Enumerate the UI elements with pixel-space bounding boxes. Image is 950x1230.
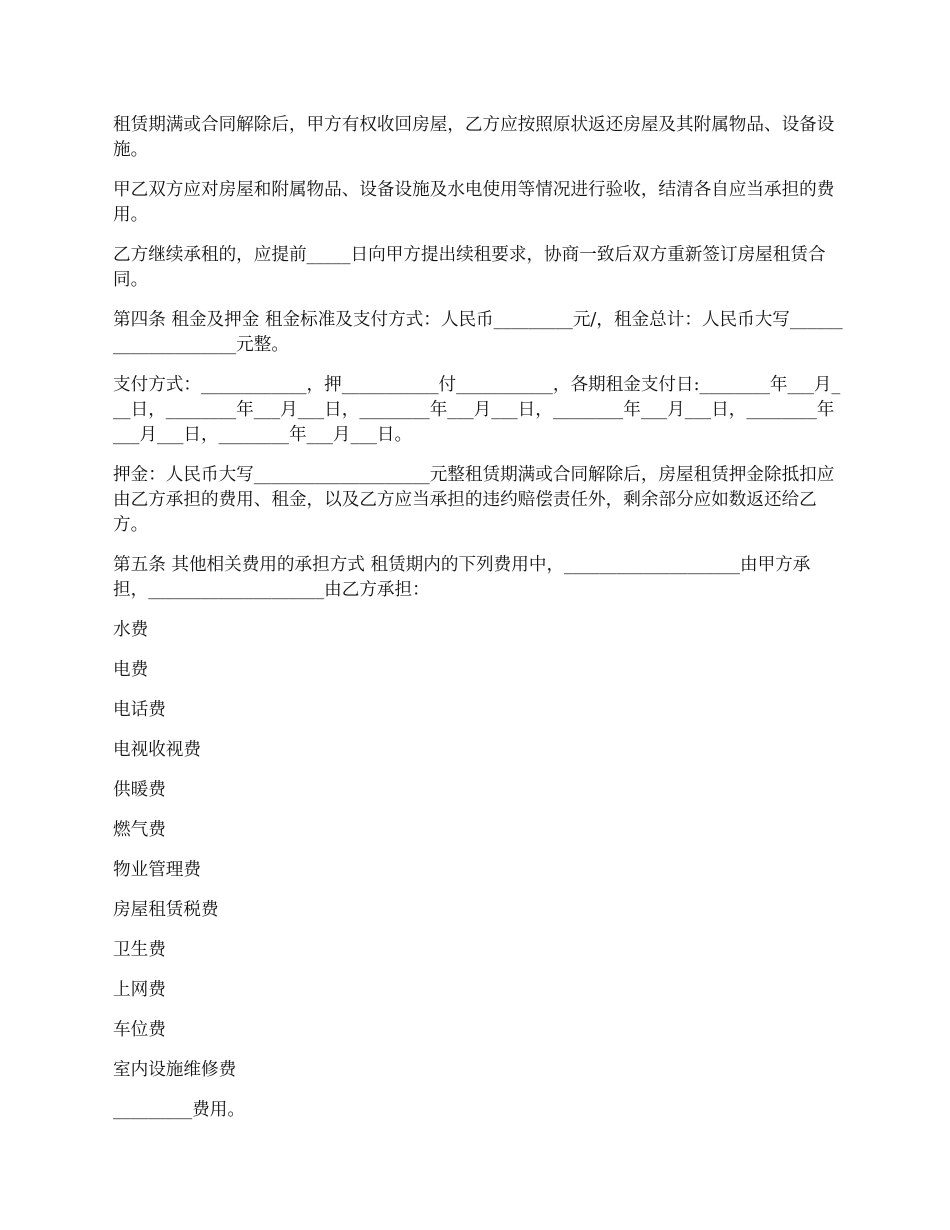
paragraph-renewal: 乙方继续承租的，应提前_____日向甲方提出续租要求，协商一致后双方重新签订房屋租赁合同。 (113, 245, 826, 290)
paragraph-deposit: 押金：人民币大写____________________元整租赁期满或合同解除后，房屋租赁押金除抵扣应由乙方承担的费用、租金，以及乙方应当承担的违约赔偿责任外，剩余部分应如数返还给乙方。 (113, 465, 835, 535)
fee-item: 电费 (113, 660, 149, 680)
fee-item: 电视收视费 (113, 740, 201, 760)
fee-item: 物业管理费 (113, 860, 201, 880)
fee-item: 卫生费 (113, 940, 166, 960)
paragraph-return-premises: 租赁期满或合同解除后，甲方有权收回房屋，乙方应按照原状返还房屋及其附属物品、设备设施。 (113, 115, 835, 160)
fee-item: 水费 (113, 620, 149, 640)
paragraph-payment-method: 支付方式：____________，押___________付___________，各期租金支付日:________年___月___日，________年___月___日，________年___月___日，________年___月___日，________年___月___日，________年___月___日。 (113, 375, 841, 445)
fee-item: 燃气费 (113, 820, 166, 840)
fee-item: 室内设施维修费 (113, 1060, 237, 1080)
document-page (113, 113, 843, 1138)
fee-item: 供暖费 (113, 780, 166, 800)
paragraph-inspection: 甲乙双方应对房屋和附属物品、设备设施及水电使用等情况进行验收，结清各自应当承担的费用。 (113, 180, 835, 225)
fee-item-other: _________费用。 (113, 1100, 245, 1120)
paragraph-article-5-fees: 第五条 其他相关费用的承担方式 租赁期内的下列费用中，____________________由甲方承担，____________________由乙方承担： (113, 555, 811, 600)
fee-item: 上网费 (113, 980, 166, 1000)
fee-item: 电话费 (113, 700, 166, 720)
fee-item: 房屋租赁税费 (113, 900, 219, 920)
paragraph-article-4-rent: 第四条 租金及押金 租金标准及支付方式：人民币_________元/，租金总计：人民币大写____________________元整。 (113, 310, 843, 355)
fee-item: 车位费 (113, 1020, 166, 1040)
